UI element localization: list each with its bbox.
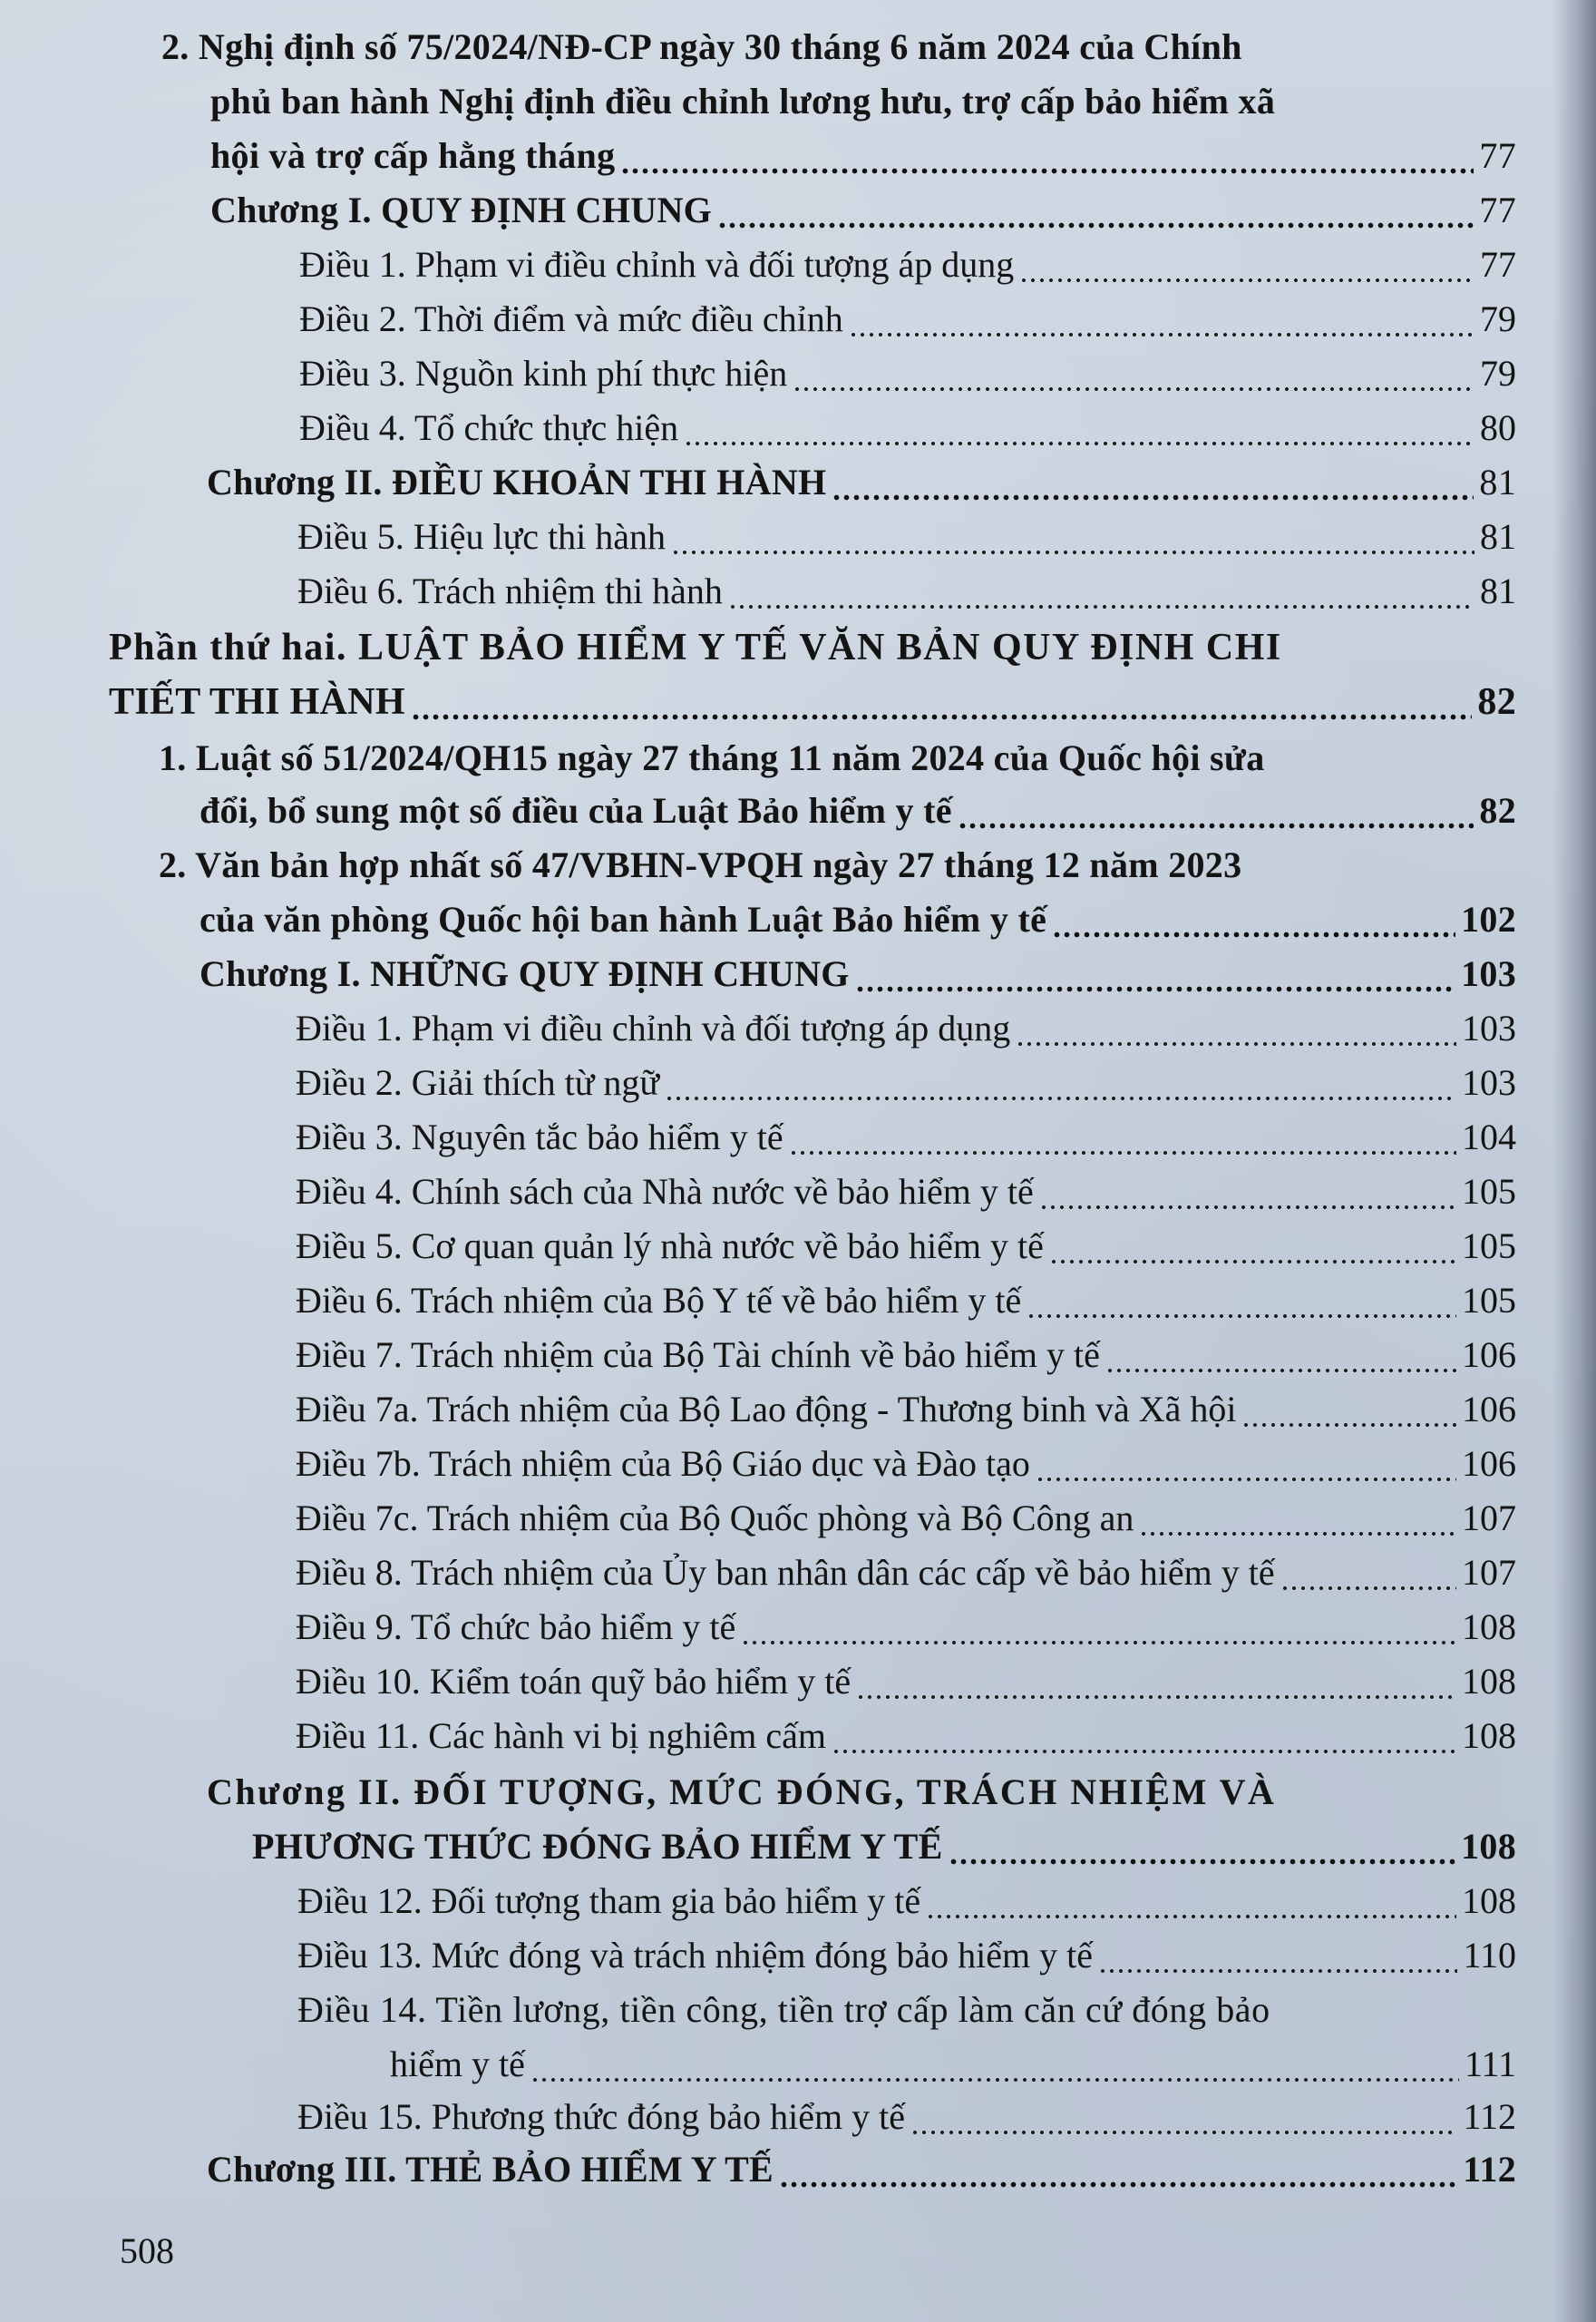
toc-article[interactable]	[296, 1714, 1516, 1767]
page-ref: 110	[1463, 1935, 1516, 1976]
page-ref: 80	[1480, 407, 1516, 448]
toc-entry-line: 1. Luật số 51/2024/QH15 ngày 27 tháng 11 năm 2024 của Quốc hội sửa	[159, 737, 1265, 778]
dot-leader	[789, 1146, 1456, 1156]
dot-leader	[849, 328, 1474, 337]
toc-entry-law-51[interactable]	[200, 789, 1516, 842]
toc-part-label: TIẾT THI HÀNH	[109, 681, 405, 723]
toc-article[interactable]	[297, 1879, 1516, 1932]
toc-article-14[interactable]	[390, 2043, 1516, 2095]
dot-leader	[958, 820, 1474, 829]
page-ref: 106	[1462, 1389, 1516, 1429]
dot-leader	[741, 1636, 1456, 1645]
toc-chapter-label: Chương III. THẺ BẢO HIỂM Y TẾ	[207, 2149, 774, 2190]
page-ref: 81	[1479, 462, 1516, 502]
toc-article-label: Điều 4. Chính sách của Nhà nước về bảo hiểm y tế	[296, 1171, 1034, 1212]
toc-article[interactable]	[299, 243, 1516, 296]
toc-article-label: Điều 13. Mức đóng và trách nhiệm đóng bảo hiểm y tế	[297, 1935, 1094, 1976]
dot-leader	[1049, 1255, 1456, 1264]
page-ref: 108	[1462, 1715, 1516, 1756]
toc-article-15[interactable]	[297, 2095, 1516, 2148]
toc-chapter-2-contributions[interactable]	[252, 1825, 1516, 1878]
toc-article-label: Điều 7. Trách nhiệm của Bộ Tài chính về bảo hiểm y tế	[296, 1334, 1100, 1375]
toc-article[interactable]	[296, 1224, 1516, 1277]
toc-chapter-label: Chương I. NHỮNG QUY ĐỊNH CHUNG	[200, 953, 850, 994]
page-ref: 82	[1479, 790, 1516, 831]
toc-article-label: Điều 15. Phương thức đóng bảo hiểm y tế	[297, 2096, 905, 2137]
toc-article-label: Điều 2. Thời điểm và mức điều chỉnh	[299, 298, 843, 339]
page-ref: 77	[1479, 135, 1516, 176]
dot-leader	[1098, 1965, 1457, 1974]
dot-leader	[1139, 1527, 1456, 1537]
page-ref: 81	[1480, 571, 1516, 611]
toc-entry-line: 2. Văn bản hợp nhất số 47/VBHN-VPQH ngày 27 tháng 12 năm 2023	[159, 844, 1242, 885]
dot-leader	[665, 1092, 1456, 1101]
page-ref: 77	[1480, 244, 1516, 285]
toc-chapter-1-general[interactable]	[200, 952, 1516, 1005]
toc-chapter-label: Chương I. QUY ĐỊNH CHUNG	[210, 190, 713, 230]
toc-article-label: hiểm y tế	[390, 2044, 525, 2084]
toc-article-label: Điều 10. Kiểm toán quỹ bảo hiểm y tế	[296, 1661, 852, 1702]
dot-leader	[620, 165, 1474, 174]
dot-leader	[1039, 1201, 1456, 1210]
dot-leader	[1280, 1582, 1456, 1591]
toc-article[interactable]	[296, 1333, 1516, 1386]
toc-article[interactable]	[296, 1442, 1516, 1495]
toc-article-label: Điều 3. Nguồn kinh phí thực hiện	[299, 353, 788, 394]
page-number: 508	[120, 2230, 174, 2271]
dot-leader	[1019, 274, 1474, 283]
toc-article[interactable]	[299, 406, 1516, 459]
toc-article-label: Điều 12. Đối tượng tham gia bảo hiểm y tế	[297, 1880, 921, 1921]
page-ref: 108	[1462, 1661, 1516, 1702]
toc-part-line: Phần thứ hai. LUẬT BẢO HIỂM Y TẾ VĂN BẢN QUY ĐỊNH CHI	[109, 627, 1282, 668]
page-ref: 104	[1462, 1117, 1516, 1157]
page-ref: 108	[1461, 1826, 1516, 1867]
dot-leader	[926, 1910, 1456, 1919]
toc-entry-vbhn-47[interactable]	[200, 898, 1516, 951]
dot-leader	[411, 711, 1473, 720]
dot-leader	[717, 220, 1474, 229]
dot-leader	[832, 1745, 1456, 1754]
toc-chapter-line: Chương II. ĐỐI TƯỢNG, MỨC ĐÓNG, TRÁCH NHIỆM VÀ	[207, 1771, 1277, 1812]
toc-article-label: Điều 7c. Trách nhiệm của Bộ Quốc phòng và Bộ Công an	[296, 1498, 1134, 1538]
toc-article[interactable]	[297, 1934, 1516, 1986]
page-ref: 105	[1462, 1171, 1516, 1212]
dot-leader	[832, 492, 1474, 501]
page-ref: 77	[1479, 190, 1516, 230]
toc-article[interactable]	[299, 352, 1516, 405]
toc-article[interactable]	[296, 1497, 1516, 1549]
dot-leader	[1027, 1310, 1456, 1319]
page-ref: 102	[1461, 899, 1516, 940]
dot-leader	[1052, 929, 1455, 938]
toc-chapter-label: Chương II. ĐIỀU KHOẢN THI HÀNH	[207, 462, 827, 502]
page-edge-shadow	[1552, 0, 1596, 2322]
toc-article-label: Điều 6. Trách nhiệm của Bộ Y tế về bảo hiểm y tế	[296, 1280, 1022, 1321]
dot-leader	[1105, 1364, 1456, 1373]
page-ref: 79	[1480, 298, 1516, 339]
page-ref: 107	[1462, 1552, 1516, 1593]
page-ref: 82	[1477, 681, 1516, 723]
toc-article-label: Điều 7a. Trách nhiệm của Bộ Lao động - Thương binh và Xã hội	[296, 1389, 1237, 1429]
page-ref: 105	[1462, 1225, 1516, 1266]
dot-leader	[671, 546, 1474, 555]
dot-leader	[684, 437, 1474, 446]
toc-chapter-3[interactable]	[207, 2148, 1516, 2200]
page-ref: 103	[1462, 1008, 1516, 1049]
page-ref: 105	[1462, 1280, 1516, 1321]
page-ref: 106	[1462, 1443, 1516, 1484]
page-ref: 103	[1461, 953, 1516, 994]
toc-article-label: Điều 2. Giải thích từ ngữ	[296, 1062, 660, 1103]
page-ref: 112	[1463, 2149, 1516, 2190]
dot-leader	[856, 1691, 1456, 1700]
dot-leader	[1036, 1473, 1456, 1482]
page-ref: 79	[1480, 353, 1516, 394]
page-ref: 108	[1462, 1880, 1516, 1921]
toc-article-line: Điều 14. Tiền lương, tiền công, tiền trợ cấp làm căn cứ đóng bảo	[297, 1989, 1270, 2030]
toc-entry-line: phủ ban hành Nghị định điều chỉnh lương hưu, trợ cấp bảo hiểm xã	[210, 81, 1276, 122]
page-ref: 112	[1463, 2096, 1516, 2137]
dot-leader	[910, 2126, 1458, 2135]
toc-article-label: Điều 7b. Trách nhiệm của Bộ Giáo dục và Đào tạo	[296, 1443, 1030, 1484]
toc-article[interactable]	[296, 1279, 1516, 1332]
toc-article[interactable]	[296, 1061, 1516, 1114]
toc-article-label: Điều 3. Nguyên tắc bảo hiểm y tế	[296, 1117, 783, 1157]
toc-chapter-1[interactable]	[210, 189, 1516, 241]
toc-article[interactable]	[296, 1388, 1516, 1440]
page-ref: 108	[1462, 1606, 1516, 1647]
dot-leader	[1241, 1419, 1456, 1428]
toc-article[interactable]	[297, 570, 1516, 622]
page-ref: 106	[1462, 1334, 1516, 1375]
toc-article[interactable]	[296, 1007, 1516, 1059]
dot-leader	[1016, 1038, 1456, 1047]
toc-entry-label: đổi, bổ sung một số điều của Luật Bảo hiểm y tế	[200, 790, 952, 831]
toc-article-label: Điều 5. Hiệu lực thi hành	[297, 516, 667, 557]
dot-leader	[949, 1856, 1455, 1865]
page-ref: 81	[1480, 516, 1516, 557]
dot-leader	[855, 983, 1455, 992]
toc-article[interactable]	[296, 1551, 1516, 1604]
dot-leader	[530, 2073, 1459, 2083]
toc-article[interactable]	[299, 298, 1516, 350]
toc-entry-label: hội và trợ cấp hằng tháng	[210, 135, 616, 176]
toc-article-label: Điều 9. Tổ chức bảo hiểm y tế	[296, 1606, 736, 1647]
toc-article-label: Điều 11. Các hành vi bị nghiêm cấm	[296, 1715, 827, 1756]
toc-article[interactable]	[297, 515, 1516, 568]
toc-chapter-2[interactable]	[207, 461, 1516, 513]
toc-article-label: Điều 6. Trách nhiệm thi hành	[297, 571, 723, 611]
page-ref: 111	[1464, 2044, 1516, 2084]
page-ref: 103	[1462, 1062, 1516, 1103]
toc-article-label: Điều 1. Phạm vi điều chỉnh và đối tượng áp dụng	[296, 1008, 1011, 1049]
toc-article-label: Điều 1. Phạm vi điều chỉnh và đối tượng áp dụng	[299, 244, 1015, 285]
toc-article[interactable]	[296, 1660, 1516, 1712]
toc-entry-decree-75[interactable]	[210, 134, 1516, 187]
toc-entry-label: của văn phòng Quốc hội ban hành Luật Bảo hiểm y tế	[200, 899, 1047, 940]
dot-leader	[779, 2179, 1457, 2188]
toc-part-two[interactable]	[109, 680, 1516, 733]
toc-chapter-label: PHƯƠNG THỨC ĐÓNG BẢO HIỂM Y TẾ	[252, 1826, 943, 1867]
toc-article[interactable]	[296, 1605, 1516, 1658]
toc-article[interactable]	[296, 1116, 1516, 1168]
toc-article-label: Điều 5. Cơ quan quản lý nhà nước về bảo hiểm y tế	[296, 1225, 1044, 1266]
toc-entry-line: 2. Nghị định số 75/2024/NĐ-CP ngày 30 tháng 6 năm 2024 của Chính	[161, 26, 1242, 67]
page-ref: 107	[1462, 1498, 1516, 1538]
dot-leader	[728, 600, 1474, 610]
dot-leader	[793, 383, 1474, 392]
toc-article-label: Điều 4. Tổ chức thực hiện	[299, 407, 679, 448]
toc-article-label: Điều 8. Trách nhiệm của Ủy ban nhân dân các cấp về bảo hiểm y tế	[296, 1552, 1275, 1593]
toc-article[interactable]	[296, 1170, 1516, 1223]
